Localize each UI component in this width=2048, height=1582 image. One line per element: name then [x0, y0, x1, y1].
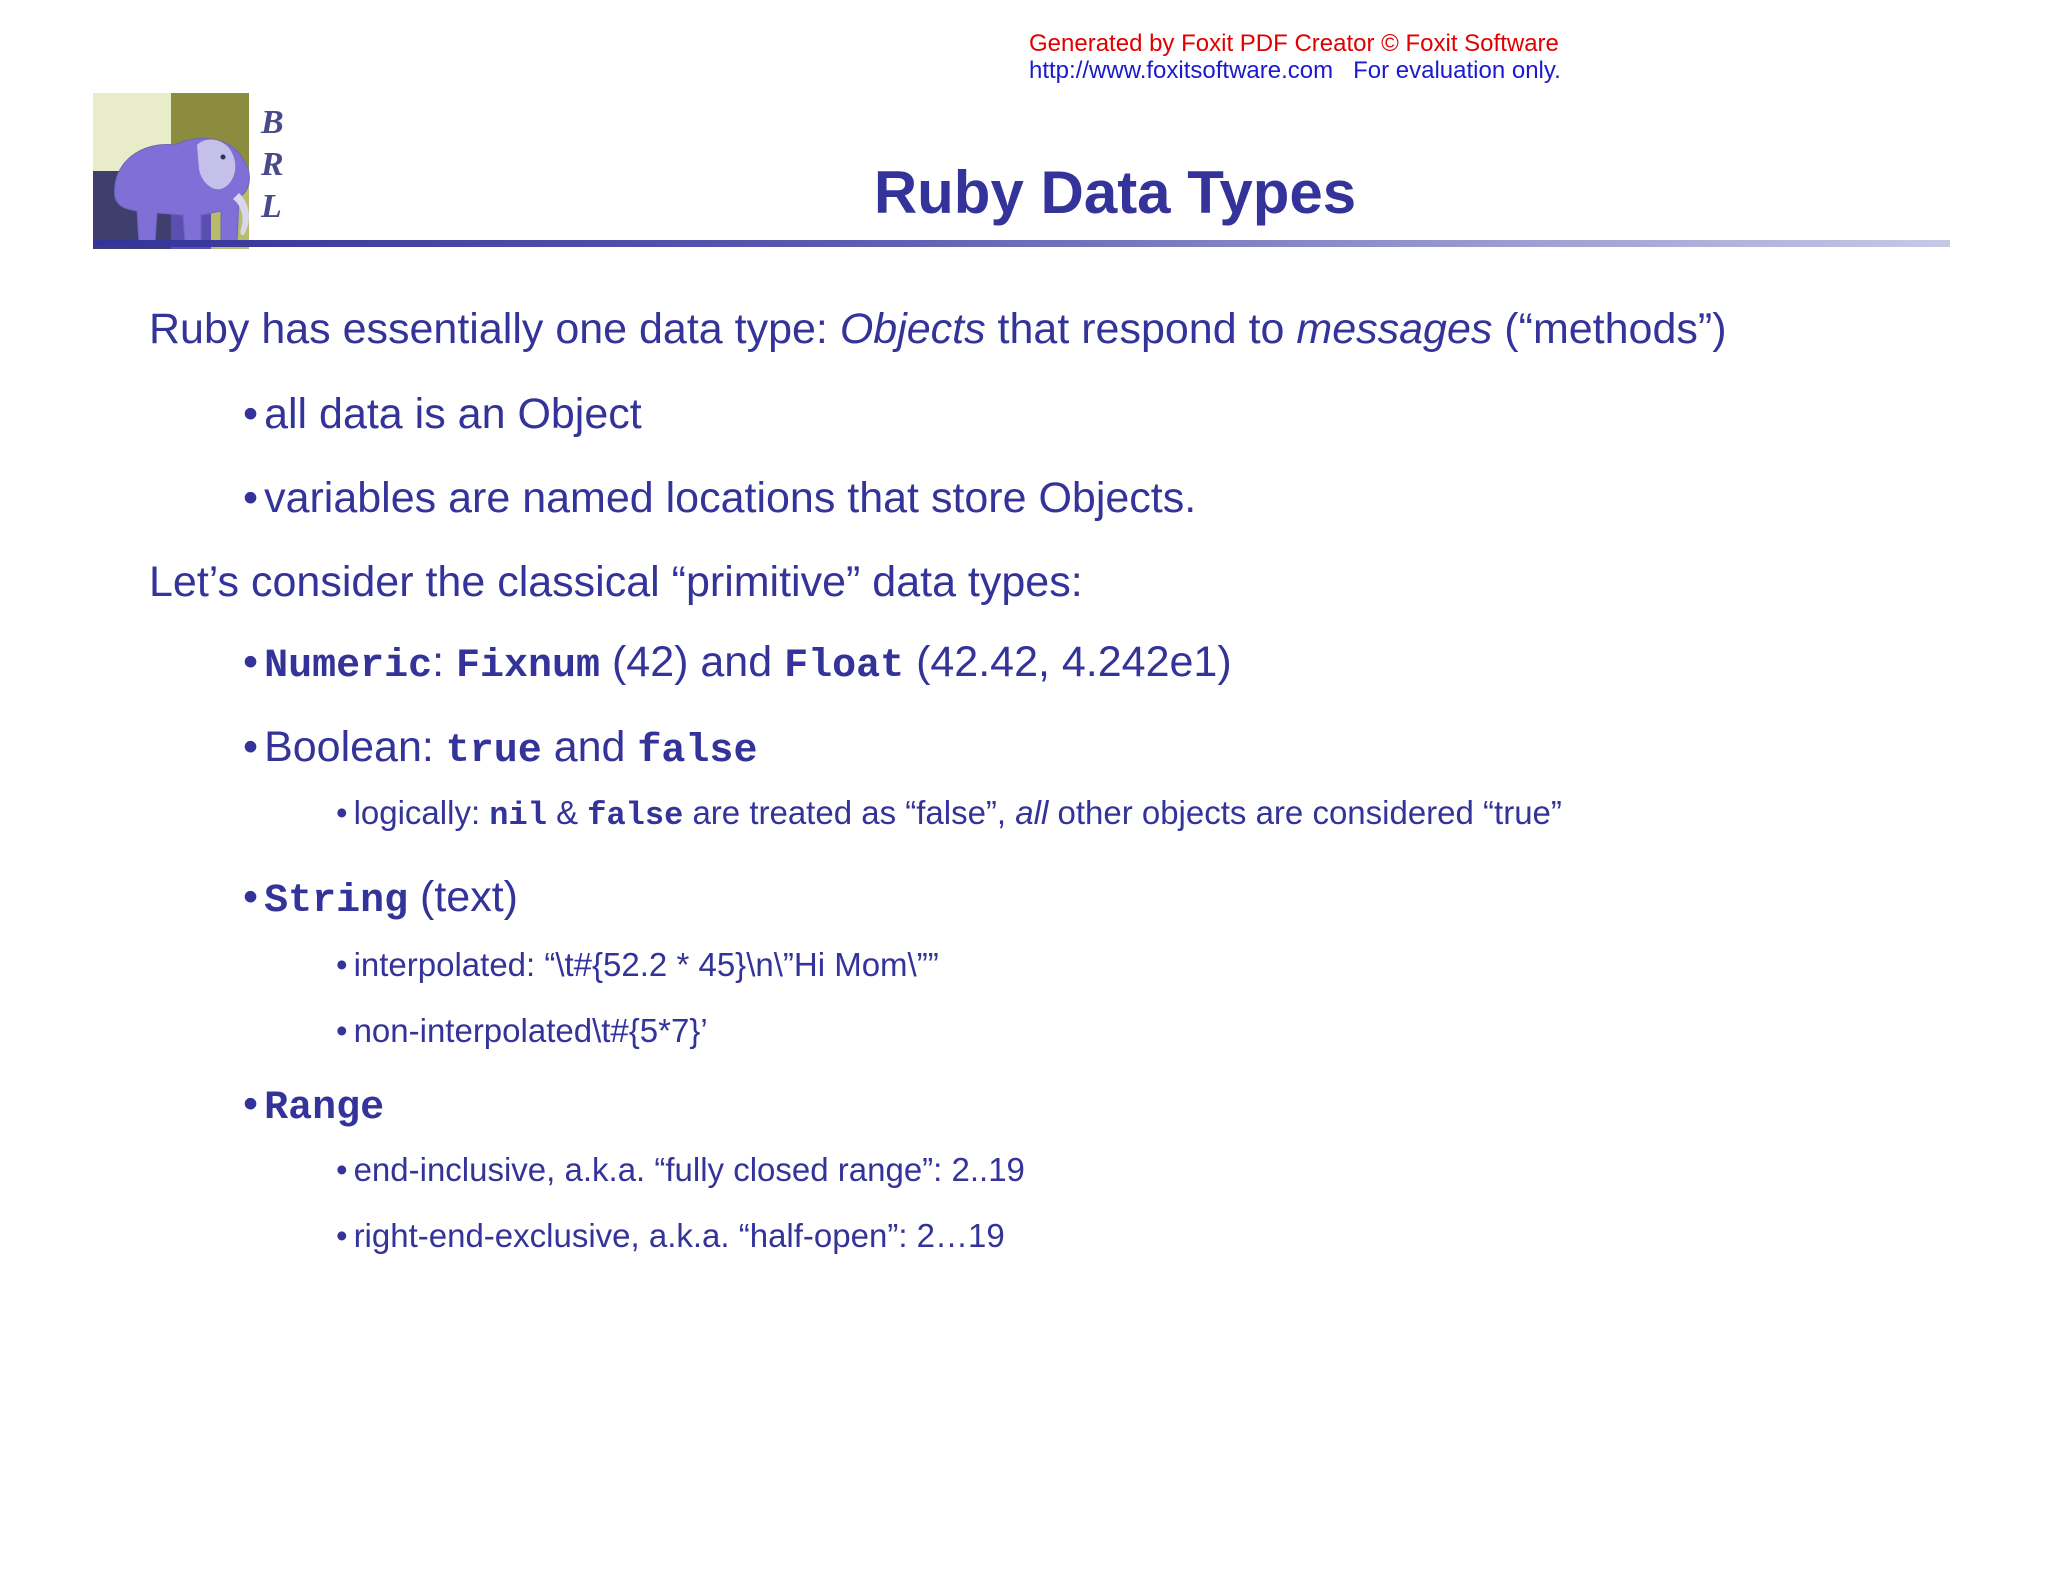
bullet-glyph: •: [336, 794, 348, 831]
list-item-string: [243, 873, 518, 924]
list-item-text: right-end-exclusive, a.k.a. “half-open”: 2…19: [353, 1217, 1005, 1254]
float-keyword: Float: [784, 644, 905, 689]
bullet-glyph: •: [336, 1217, 348, 1254]
list-item-end-inclusive: [336, 1151, 1025, 1189]
false-keyword: false: [637, 729, 758, 774]
bullet-glyph: •: [243, 638, 259, 686]
intro-text-b: that respond to: [985, 305, 1297, 353]
bullet-glyph: •: [336, 946, 348, 983]
watermark-url: http://www.foxitsoftware.com: [1029, 57, 1334, 84]
watermark-evaluation-note: For evaluation only.: [1353, 57, 1561, 84]
bullet-glyph: •: [243, 873, 259, 921]
primitives-intro: Let’s consider the classical “primitive” data types:: [149, 558, 1083, 606]
list-item-text: end-inclusive, a.k.a. “fully closed range”: 2..19: [353, 1151, 1025, 1188]
logically-amp: &: [546, 794, 588, 831]
boolean-label: Boolean:: [264, 723, 446, 771]
string-keyword: String: [264, 879, 409, 924]
slide-title: Ruby Data Types: [873, 159, 1357, 226]
list-item-variables: [243, 474, 1196, 523]
intro-objects-term: Objects: [839, 305, 986, 353]
fixnum-example: (42) and: [600, 638, 785, 686]
title-divider: [93, 240, 1950, 247]
bullet-glyph: •: [243, 723, 259, 771]
bullet-glyph: •: [336, 1151, 348, 1188]
foxit-watermark: [1029, 30, 1561, 84]
list-item-range: [243, 1080, 384, 1131]
watermark-generated-by: Generated by Foxit PDF Creator © Foxit Software: [1029, 30, 1559, 57]
list-item-non-interpolated: [336, 1012, 708, 1050]
list-item-logically: [336, 794, 1562, 834]
logo-letter-b: B: [261, 104, 284, 141]
logically-all-term: all: [1015, 794, 1049, 831]
list-item-text: variables are named locations that store Objects.: [264, 474, 1197, 522]
intro-paragraph: [149, 305, 1727, 354]
logically-text-c: other objects are considered “true”: [1048, 794, 1562, 831]
bullet-glyph: •: [336, 1012, 348, 1049]
numeric-colon: :: [432, 638, 445, 686]
list-item-right-end-exclusive: [336, 1217, 1005, 1255]
numeric-keyword: Numeric: [264, 644, 433, 689]
logically-text-b: are treated as “false”,: [683, 794, 1016, 831]
bullet-glyph: •: [243, 474, 259, 522]
bullet-glyph: •: [243, 390, 259, 438]
bullet-glyph: •: [243, 1080, 259, 1128]
boolean-and: and: [541, 723, 638, 771]
list-item-text: interpolated: “\t#{52.2 * 45}\n\”Hi Mom\””: [353, 946, 939, 983]
watermark-url-line: [1029, 57, 1561, 84]
list-item-numeric: [243, 638, 1232, 689]
range-keyword: Range: [264, 1086, 385, 1131]
list-item-interpolated: [336, 946, 939, 984]
list-item-text: all data is an Object: [264, 390, 642, 438]
list-item-all-data-object: [243, 390, 642, 439]
nil-keyword: nil: [489, 797, 547, 834]
float-example: (42.42, 4.242e1): [904, 638, 1232, 686]
intro-messages-term: messages: [1296, 305, 1493, 353]
string-suffix: (text): [408, 873, 518, 921]
list-item-boolean: [243, 723, 757, 774]
true-keyword: true: [445, 729, 542, 774]
logo-letter-r: R: [261, 146, 284, 183]
intro-text-a: Ruby has essentially one data type:: [149, 305, 840, 353]
list-item-text: non-interpolated\t#{5*7}’: [353, 1012, 708, 1049]
logically-text-a: logically:: [353, 794, 490, 831]
intro-text-c: (“methods”): [1492, 305, 1727, 353]
fixnum-keyword: Fixnum: [456, 644, 601, 689]
false-keyword: false: [587, 797, 684, 834]
logo-letter-l: L: [261, 188, 282, 225]
